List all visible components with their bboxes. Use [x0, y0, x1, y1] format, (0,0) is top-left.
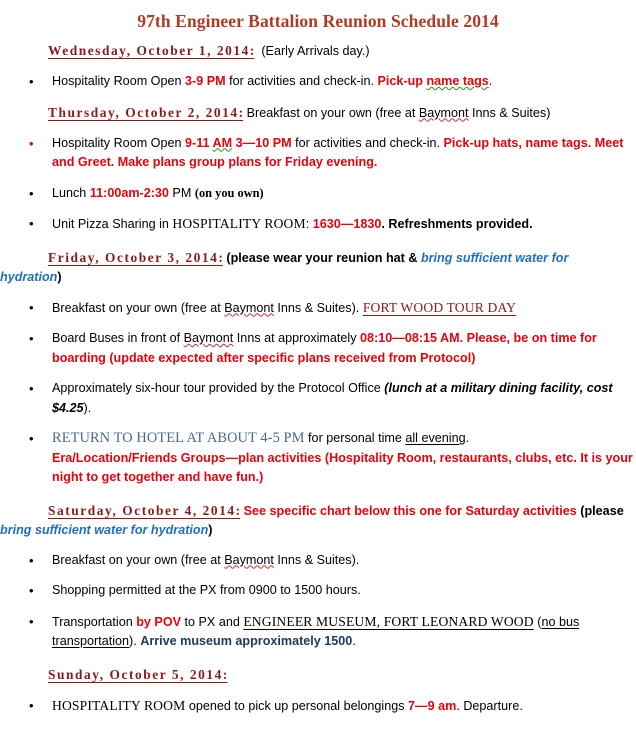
fri-item1-tour-day: FORT WOOD TOUR DAY — [362, 299, 517, 315]
wednesday-heading-colon: : — [249, 43, 255, 58]
fri-item1-c: Inns & Suites). — [273, 300, 363, 315]
sat-item3-arrive: Arrive museum approximately 1500 — [140, 634, 353, 648]
bullet-glyph: • — [29, 552, 34, 568]
list-item — [0, 184, 636, 204]
wednesday-heading-note: (Early Arrivals day.) — [261, 44, 370, 58]
sun-item1-hospitality-room: HOSPITALITY ROOM — [52, 697, 186, 713]
thu-item2-c: PM — [168, 185, 195, 200]
list-item — [0, 298, 636, 319]
wed-item1-f: . — [488, 74, 493, 88]
fri-item4-groups: Era/Location/Friends Groups—plan activities (Hospitality Room, restaurants, clubs, etc. It is your night to get together and have fun.) — [52, 450, 633, 484]
list-item — [0, 214, 636, 235]
list-item — [0, 379, 636, 418]
bullet-glyph: • — [29, 331, 34, 346]
sat-item3-c: to PX and — [181, 614, 244, 629]
friday-note-a: (please wear your reunion hat & — [222, 250, 421, 265]
bullet-glyph: • — [29, 613, 34, 629]
list-item — [0, 134, 636, 173]
list-item — [0, 612, 636, 652]
friday-note-c: ) — [57, 269, 62, 284]
fri-item2-d: 08:10—08:15 AM. Please, be on time for boarding (update expected after specific plans received from Protocol) — [52, 331, 597, 365]
bullet-glyph: • — [29, 583, 34, 598]
fri-item4-all-evening: all evening — [405, 431, 466, 445]
saturday-heading-colon: : — [235, 502, 241, 518]
day-heading-saturday — [0, 501, 636, 540]
sat-item3-nobus: no bus transportation — [52, 614, 580, 648]
fri-item1-baymont: Baymont — [224, 300, 274, 315]
bullet-glyph: • — [29, 697, 34, 713]
saturday-heading-text: Saturday, October 4, 2014 — [48, 502, 236, 518]
wed-item1-pickup: Pick-up — [377, 74, 427, 88]
fri-item4-d: . — [465, 431, 470, 445]
friday-heading-text: Friday, October 3, 2014 — [48, 249, 219, 265]
saturday-note-b: (please — [576, 503, 624, 518]
thu-item3-hospitality-room: HOSPITALITY ROOM — [172, 216, 306, 231]
thu-item3-e: . — [381, 217, 389, 231]
day-heading-wednesday — [0, 41, 636, 61]
sun-item1-d: . Departure. — [456, 698, 523, 713]
thu-item1-b: 9-11 — [185, 135, 213, 150]
list-item — [0, 581, 636, 601]
bullet-glyph: • — [29, 431, 34, 446]
thu-item1-a: Hospitality Room Open — [52, 135, 185, 150]
sat-item1-a: Breakfast on your own (free at — [52, 552, 225, 567]
list-item — [0, 696, 636, 717]
wednesday-heading-text: Wednesday, October 1, 2014 — [48, 43, 250, 58]
fri-item2-baymont: Baymont — [183, 331, 234, 345]
sun-item1-b: opened to pick up personal belongings — [185, 698, 409, 713]
fri-item4-return-hotel: RETURN TO HOTEL AT ABOUT 4-5 PM — [52, 430, 305, 446]
thu-item2-a: Lunch — [52, 185, 90, 200]
bullet-glyph: • — [29, 381, 34, 396]
thu-item3-time: 1630—1830 — [312, 217, 382, 231]
friday-heading-colon: : — [218, 249, 223, 265]
list-item — [0, 72, 636, 92]
thu-item1-e: for activities and check-in. — [291, 135, 444, 150]
fri-item3-a: Approximately six-hour tour provided by the Protocol Office — [52, 381, 385, 395]
sat-item1-c: Inns & Suites). — [273, 552, 360, 567]
sat-item3-e: ( — [533, 614, 542, 629]
wed-item1-time: 3-9 PM — [185, 74, 226, 88]
saturday-note-d: ) — [208, 522, 213, 537]
thu-item2-time: 11:00am-2:30 — [89, 185, 169, 200]
wed-item1-nametags: name tags — [426, 74, 489, 88]
sunday-heading-text: Sunday, October 5, 2014 — [48, 666, 223, 682]
sat-item1-baymont: Baymont — [224, 552, 274, 567]
bullet-glyph: • — [29, 74, 34, 89]
fri-item3-c: ). — [83, 400, 92, 415]
fri-item4-b: for personal time — [304, 431, 406, 445]
sat-item3-pov: by POV — [136, 614, 182, 629]
thursday-heading-note: Breakfast on your own (free at — [243, 105, 419, 120]
bullet-glyph: • — [29, 185, 34, 201]
thu-item1-f: Pick-up hats, name tags. Meet and Greet. Make plans group plans for Friday evening. — [52, 135, 624, 169]
thursday-heading-text: Thursday, October 2, 2014 — [48, 104, 239, 120]
wed-item1-c: for activities and check-in. — [225, 74, 378, 88]
bullet-glyph: • — [29, 216, 34, 231]
list-item — [0, 429, 636, 488]
saturday-note-a: See specific chart below this one for Saturday activities — [240, 503, 577, 518]
thu-item3-f: Refreshments provided. — [388, 217, 533, 231]
day-heading-thursday — [0, 103, 636, 123]
sunday-heading-colon: : — [222, 666, 228, 682]
thu-item1-am: AM — [212, 135, 233, 150]
bullet-glyph: • — [29, 135, 34, 151]
saturday-note-hydration: bring sufficient water for hydration — [0, 522, 209, 537]
thursday-heading-colon: : — [238, 104, 244, 120]
thursday-heading-spell: Baymont — [418, 105, 469, 120]
list-item — [0, 329, 636, 368]
friday-note-hydration: bring sufficient water for hydration — [0, 250, 569, 284]
wed-item1-a: Hospitality Room Open — [52, 74, 185, 88]
bullet-glyph: • — [29, 299, 34, 315]
day-heading-sunday — [0, 665, 636, 685]
sat-item3-museum: ENGINEER MUSEUM, FORT LEONARD WOOD — [243, 613, 534, 629]
sat-item3-i: . — [352, 634, 356, 648]
thu-item3-a: Unit Pizza Sharing in — [52, 217, 173, 231]
sat-item3-g: ). — [129, 634, 141, 648]
document-page — [0, 11, 636, 733]
sat-item2-a: Shopping permitted at the PX from 0900 to 1500 hours. — [52, 583, 361, 597]
list-item — [0, 551, 636, 571]
fri-item2-c: Inns at approximately — [233, 331, 361, 345]
fri-item2-a: Board Buses in front of — [52, 331, 184, 345]
thu-item3-c: : — [305, 217, 313, 231]
thursday-heading-note-end: Inns & Suites) — [468, 105, 551, 120]
thu-item1-d: 3—10 PM — [232, 135, 292, 150]
thu-item2-note: (on you own) — [194, 185, 264, 200]
page-title: 97th Engineer Battalion Reunion Schedule 2014 — [137, 11, 499, 31]
day-heading-friday — [0, 248, 636, 287]
sat-item3-a: Transportation — [52, 614, 137, 629]
fri-item1-a: Breakfast on your own (free at — [52, 300, 225, 315]
fri-item3-cost: (lunch at a military dining facility, cost $4.25 — [52, 381, 613, 415]
sun-item1-time: 7—9 am — [408, 698, 457, 713]
